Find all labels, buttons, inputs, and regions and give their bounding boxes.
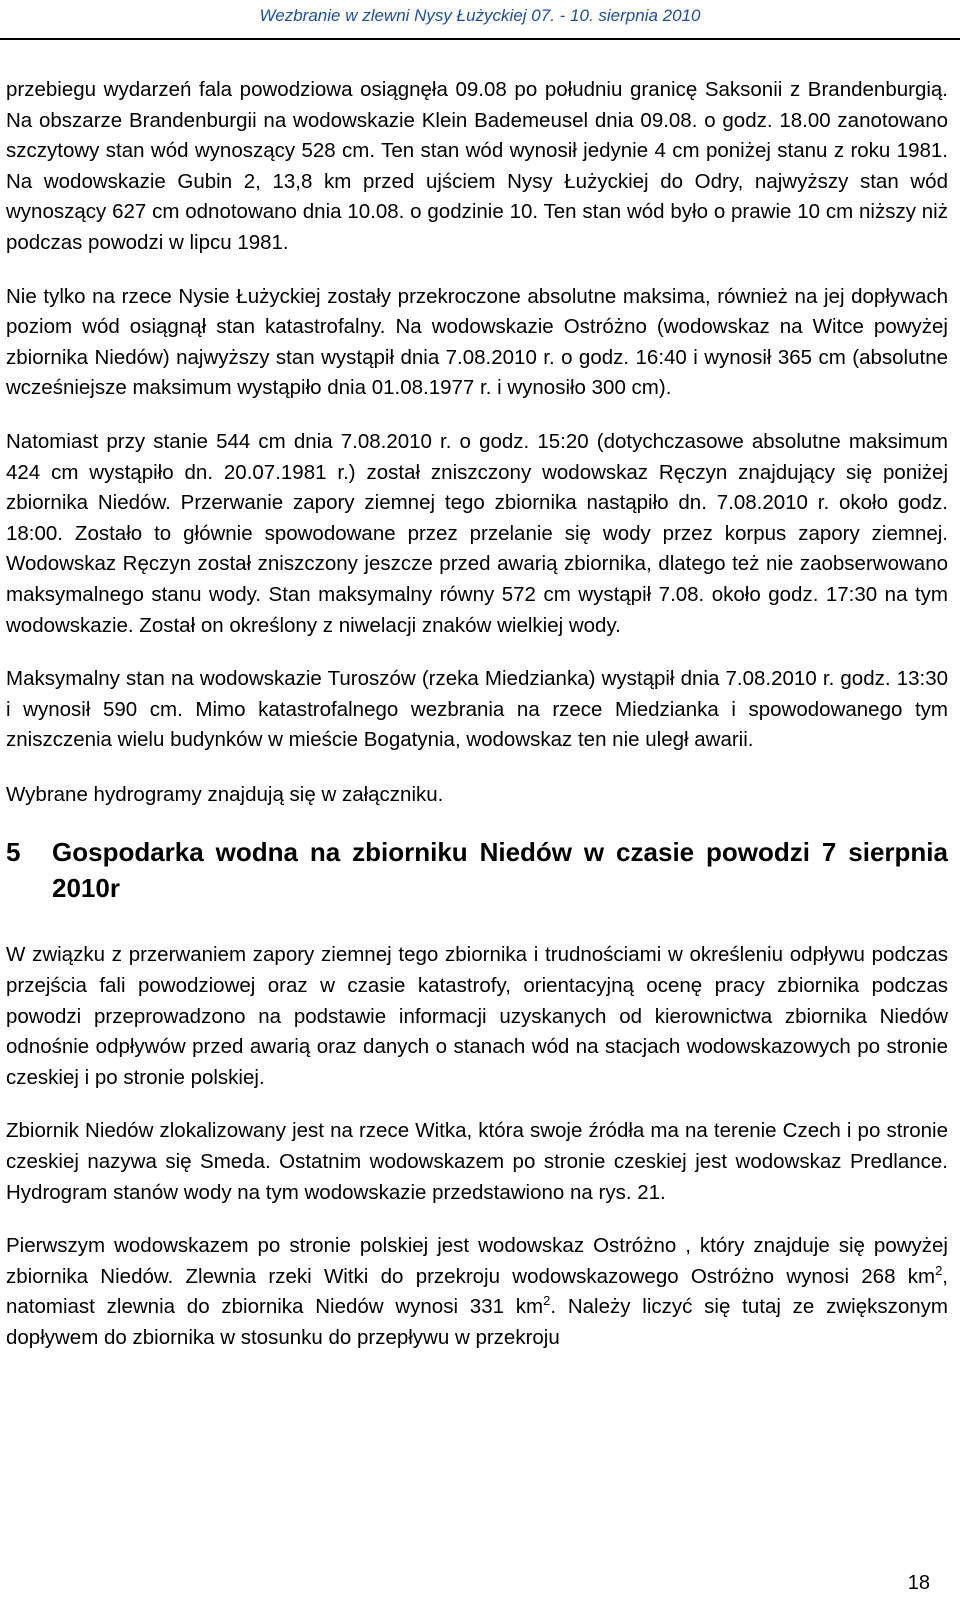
header-divider <box>0 38 960 40</box>
paragraph-tributaries: Nie tylko na rzece Nysie Łużyckiej zostały przekroczone absolutne maksima, również na jej dopływach poziom wód osiągnął stan katastrofalny. Na wodowskazie Ostróżno (wodowskaz na Witce powyżej zbiornika Niedów) najwyższy stan wystąpił dnia 7.08.2010 r. o godz. 16:40 i wynosił 365 cm (absolutne wcześniejsze maksimum wystąpiło dnia 01.08.1977 r. i wynosiło 300 cm). <box>6 284 948 400</box>
document-body <box>6 75 948 1354</box>
superscript-squared: 2 <box>935 1262 943 1278</box>
paragraph-turoszow-gauge: Maksymalny stan na wodowskazie Turoszów (rzeka Miedzianka) wystąpił dnia 7.08.2010 r. godz. 13:30 i wynosił 590 cm. Mimo katastrofalnego wezbrania na rzece Miedzianka i spowodowanego tym zniszczenia wielu budynków w mieście Bogatynia, wodowskaz ten nie uległ awarii. <box>6 667 948 752</box>
paragraph-ostrozno-gauge <box>6 1231 948 1353</box>
section-heading <box>6 834 948 906</box>
section-title: Gospodarka wodna na zbiorniku Niedów w czasie powodzi 7 sierpnia 2010r <box>52 837 948 904</box>
paragraph-ostrozno-text-2: , natomiast zlewnia do zbiornika Niedów wynosi 331 km <box>6 1264 948 1319</box>
paragraph-reservoir-assessment: W związku z przerwaniem zapory ziemnej tego zbiornika i trudnościami w określeniu odpływu podczas przejścia fali powodziowej oraz w czasie katastrofy, orientacyjną ocenę pracy zbiornika podczas powodzi przeprowadzono na podstawie informacji uzyskanych od kierownictwa zbiornika Niedów odnośnie odpływów przed awarią oraz danych o stanach wód na stacjach wodowskazowych po stronie czeskiej i po stronie polskiej. <box>6 943 948 1089</box>
paragraph-hydrographs-note: Wybrane hydrogramy znajdują się w załączniku. <box>6 782 444 806</box>
paragraph-niedow-location: Zbiornik Niedów zlokalizowany jest na rzece Witka, która swoje źródła ma na terenie Czech i po stronie czeskiej nazywa się Smeda. Ostatnim wodowskazem po stronie czeskiej jest wodowskaz Predlance. Hydrogram stanów wody na tym wodowskazie przedstawiono na rys. 21. <box>6 1119 948 1204</box>
paragraph-reczyn-gauge: Natomiast przy stanie 544 cm dnia 7.08.2010 r. o godz. 15:20 (dotychczasowe absolutne maksimum 424 cm wystąpiło dn. 20.07.1981 r.) został zniszczony wodowskaz Ręczyn znajdujący się poniżej zbiornika Niedów. Przerwanie zapory ziemnej tego zbiornika nastąpiło dn. 7.08.2010 r. około godz. 18:00. Zostało to głównie spowodowane przez przelanie się wody przez korpus zapory ziemnej. Wodowskaz Ręczyn został zniszczony jeszcze przed awarią zbiornika, dlatego też nie zaobserwowano maksymalnego stanu wody. Stan maksymalny równy 572 cm wystąpił 7.08. około godz. 17:30 na tym wodowskazie. Został on określony z niwelacji znaków wielkiej wody. <box>6 429 948 637</box>
paragraph-ostrozno-text-1: Pierwszym wodowskazem po stronie polskiej jest wodowskaz Ostróżno , który znajduje się powyżej zbiornika Niedów. Zlewnia rzeki Witki do przekroju wodowskazowego Ostróżno wynosi 268 km <box>6 1234 948 1288</box>
running-header: Wezbranie w zlewni Nysy Łużyckiej 07. - 10. sierpnia 2010 <box>259 6 701 25</box>
paragraph-ostrozno-text-3: . Należy liczyć się tutaj ze zwiększonym dopływem do zbiornika w stosunku do przepływu w przekroju <box>6 1295 949 1349</box>
page-number: 18 <box>907 1572 930 1594</box>
paragraph-flood-wave: przebiegu wydarzeń fala powodziowa osiągnęła 09.08 po południu granicę Saksonii z Brandenburgią. Na obszarze Brandenburgii na wodowskazie Klein Bademeusel dnia 09.08. o godz. 18.00 zanotowano szczytowy stan wód wynoszący 528 cm. Ten stan wód wynosił jedynie 4 cm poniżej stanu z roku 1981. Na wodowskazie Gubin 2, 13,8 km przed ujściem Nysy Łużyckiej do Odry, najwyższy stan wód wynoszący 627 cm odnotowano dnia 10.08. o godzinie 10. Ten stan wód było o prawie 10 cm niższy niż podczas powodzi w lipcu 1981. <box>6 78 948 254</box>
superscript-squared: 2 <box>543 1293 551 1309</box>
section-number: 5 <box>6 837 21 868</box>
